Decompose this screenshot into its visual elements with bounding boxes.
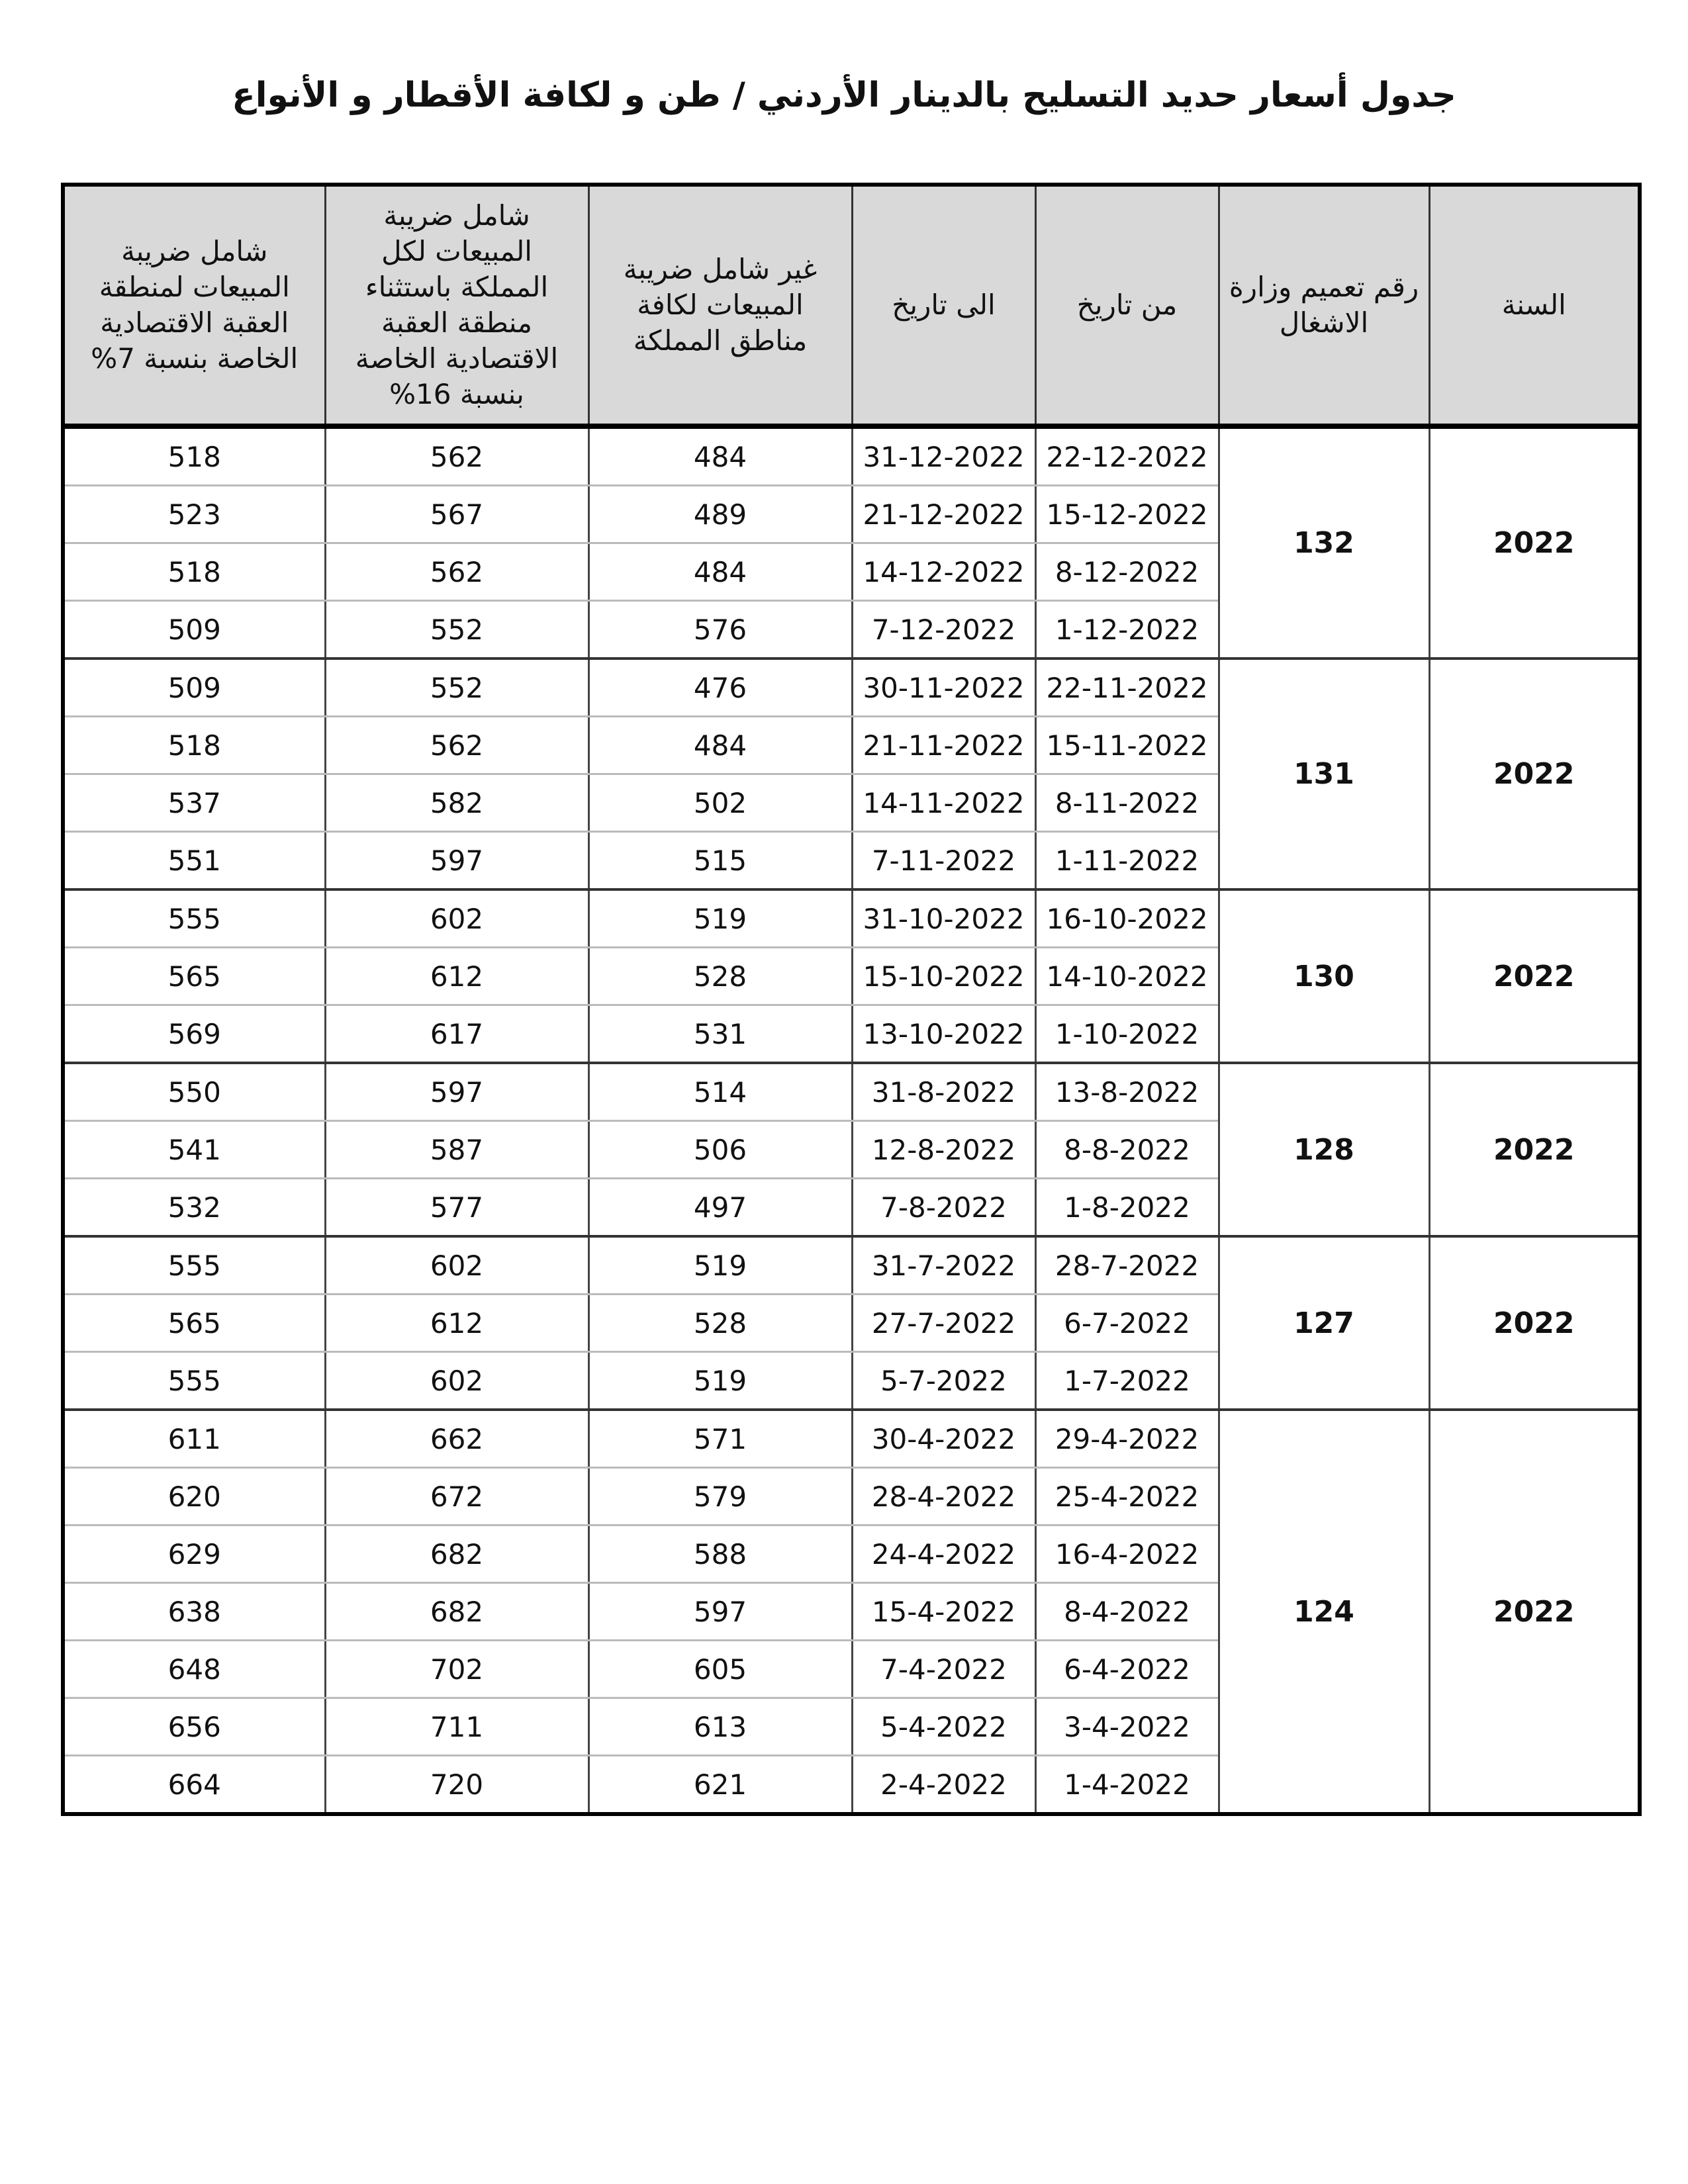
- price-table: [61, 183, 1642, 1816]
- cell-price-incl-16: 702: [325, 1641, 588, 1698]
- page-title: جدول أسعار حديد التسليح بالدينار الأردني / طن و لكافة الأقطار و الأنواع: [232, 75, 1456, 115]
- cell-to-date: 14-11-2022: [852, 774, 1035, 832]
- cell-price-excl-tax: 576: [588, 601, 852, 659]
- cell-price-incl-16: 552: [325, 659, 588, 717]
- cell-to-date: 7-4-2022: [852, 1641, 1035, 1698]
- cell-to-date: 27-7-2022: [852, 1295, 1035, 1352]
- cell-price-incl-7: 629: [63, 1525, 325, 1583]
- cell-price-incl-16: 562: [325, 543, 588, 601]
- cell-from-date: 25-4-2022: [1035, 1468, 1219, 1525]
- cell-price-incl-16: 562: [325, 426, 588, 486]
- cell-price-incl-7: 532: [63, 1179, 325, 1237]
- cell-to-date: 5-4-2022: [852, 1698, 1035, 1756]
- cell-from-date: 29-4-2022: [1035, 1410, 1219, 1468]
- cell-from-date: 6-4-2022: [1035, 1641, 1219, 1698]
- cell-to-date: 7-11-2022: [852, 832, 1035, 890]
- header-price-incl-16: شامل ضريبة المبيعات لكل المملكة باستثناء منطقة العقبة الاقتصادية الخاصة بنسبة 16%: [325, 185, 588, 426]
- cell-circular-number: 130: [1219, 889, 1429, 1063]
- cell-price-incl-16: 597: [325, 1063, 588, 1121]
- cell-price-incl-16: 587: [325, 1121, 588, 1179]
- cell-to-date: 15-10-2022: [852, 948, 1035, 1005]
- cell-price-excl-tax: 597: [588, 1583, 852, 1641]
- cell-price-incl-16: 612: [325, 1295, 588, 1352]
- cell-price-incl-7: 509: [63, 601, 325, 659]
- header-from-date: من تاريخ: [1035, 185, 1219, 426]
- cell-price-excl-tax: 484: [588, 717, 852, 774]
- cell-price-excl-tax: 605: [588, 1641, 852, 1698]
- cell-price-incl-7: 656: [63, 1698, 325, 1756]
- cell-price-incl-16: 562: [325, 717, 588, 774]
- cell-price-incl-7: 664: [63, 1756, 325, 1815]
- cell-to-date: 28-4-2022: [852, 1468, 1035, 1525]
- cell-price-incl-7: 555: [63, 889, 325, 948]
- cell-price-incl-7: 620: [63, 1468, 325, 1525]
- table-row: [63, 659, 1640, 717]
- cell-circular-number: 127: [1219, 1236, 1429, 1410]
- cell-from-date: 1-4-2022: [1035, 1756, 1219, 1815]
- cell-price-incl-16: 672: [325, 1468, 588, 1525]
- cell-from-date: 6-7-2022: [1035, 1295, 1219, 1352]
- cell-price-excl-tax: 579: [588, 1468, 852, 1525]
- cell-price-incl-16: 662: [325, 1410, 588, 1468]
- cell-price-excl-tax: 476: [588, 659, 852, 717]
- cell-from-date: 1-8-2022: [1035, 1179, 1219, 1237]
- cell-circular-number: 128: [1219, 1063, 1429, 1236]
- cell-price-incl-16: 602: [325, 1236, 588, 1295]
- cell-price-incl-7: 565: [63, 948, 325, 1005]
- cell-price-excl-tax: 484: [588, 543, 852, 601]
- cell-year: 2022: [1429, 889, 1640, 1063]
- cell-price-excl-tax: 519: [588, 1352, 852, 1410]
- cell-price-excl-tax: 515: [588, 832, 852, 890]
- cell-from-date: 1-12-2022: [1035, 601, 1219, 659]
- cell-year: 2022: [1429, 1063, 1640, 1236]
- cell-to-date: 31-7-2022: [852, 1236, 1035, 1295]
- table-row: [63, 1236, 1640, 1295]
- cell-to-date: 31-8-2022: [852, 1063, 1035, 1121]
- table-row: [63, 1410, 1640, 1468]
- cell-from-date: 3-4-2022: [1035, 1698, 1219, 1756]
- cell-price-excl-tax: 514: [588, 1063, 852, 1121]
- cell-price-incl-7: 555: [63, 1352, 325, 1410]
- cell-price-incl-16: 567: [325, 486, 588, 543]
- cell-to-date: 5-7-2022: [852, 1352, 1035, 1410]
- cell-from-date: 22-11-2022: [1035, 659, 1219, 717]
- cell-price-incl-16: 617: [325, 1005, 588, 1064]
- cell-price-incl-16: 577: [325, 1179, 588, 1237]
- cell-price-incl-7: 638: [63, 1583, 325, 1641]
- cell-price-excl-tax: 528: [588, 1295, 852, 1352]
- cell-to-date: 2-4-2022: [852, 1756, 1035, 1815]
- header-price-incl-7: شامل ضريبة المبيعات لمنطقة العقبة الاقتصادية الخاصة بنسبة 7%: [63, 185, 325, 426]
- header-circular: رقم تعميم وزارة الاشغال: [1219, 185, 1429, 426]
- cell-from-date: 16-4-2022: [1035, 1525, 1219, 1583]
- cell-price-excl-tax: 497: [588, 1179, 852, 1237]
- cell-price-incl-16: 682: [325, 1525, 588, 1583]
- cell-year: 2022: [1429, 659, 1640, 889]
- cell-to-date: 30-11-2022: [852, 659, 1035, 717]
- cell-price-excl-tax: 489: [588, 486, 852, 543]
- cell-from-date: 1-7-2022: [1035, 1352, 1219, 1410]
- cell-price-incl-7: 518: [63, 426, 325, 486]
- cell-price-incl-16: 552: [325, 601, 588, 659]
- cell-price-incl-7: 569: [63, 1005, 325, 1064]
- cell-price-excl-tax: 588: [588, 1525, 852, 1583]
- cell-price-incl-16: 711: [325, 1698, 588, 1756]
- table-body: [63, 426, 1640, 1814]
- cell-price-excl-tax: 571: [588, 1410, 852, 1468]
- cell-price-incl-7: 565: [63, 1295, 325, 1352]
- cell-to-date: 7-12-2022: [852, 601, 1035, 659]
- cell-year: 2022: [1429, 1410, 1640, 1814]
- cell-from-date: 1-11-2022: [1035, 832, 1219, 890]
- cell-price-incl-16: 682: [325, 1583, 588, 1641]
- cell-price-incl-7: 611: [63, 1410, 325, 1468]
- cell-from-date: 16-10-2022: [1035, 889, 1219, 948]
- cell-price-excl-tax: 506: [588, 1121, 852, 1179]
- cell-year: 2022: [1429, 1236, 1640, 1410]
- cell-price-incl-7: 509: [63, 659, 325, 717]
- header-year: السنة: [1429, 185, 1640, 426]
- cell-from-date: 15-11-2022: [1035, 717, 1219, 774]
- cell-price-incl-16: 720: [325, 1756, 588, 1815]
- cell-from-date: 22-12-2022: [1035, 426, 1219, 486]
- cell-price-incl-16: 612: [325, 948, 588, 1005]
- header-row: [63, 185, 1640, 426]
- table-row: [63, 1063, 1640, 1121]
- cell-from-date: 8-11-2022: [1035, 774, 1219, 832]
- cell-from-date: 8-8-2022: [1035, 1121, 1219, 1179]
- cell-from-date: 8-4-2022: [1035, 1583, 1219, 1641]
- cell-price-incl-7: 518: [63, 717, 325, 774]
- cell-circular-number: 132: [1219, 426, 1429, 659]
- cell-price-incl-16: 602: [325, 889, 588, 948]
- cell-price-excl-tax: 502: [588, 774, 852, 832]
- header-price-excl-tax: غير شامل ضريبة المبيعات لكافة مناطق المملكة: [588, 185, 852, 426]
- cell-price-incl-16: 597: [325, 832, 588, 890]
- cell-from-date: 15-12-2022: [1035, 486, 1219, 543]
- cell-price-excl-tax: 528: [588, 948, 852, 1005]
- cell-price-incl-7: 541: [63, 1121, 325, 1179]
- cell-from-date: 8-12-2022: [1035, 543, 1219, 601]
- cell-year: 2022: [1429, 426, 1640, 659]
- cell-from-date: 13-8-2022: [1035, 1063, 1219, 1121]
- cell-circular-number: 124: [1219, 1410, 1429, 1814]
- cell-price-incl-7: 648: [63, 1641, 325, 1698]
- cell-circular-number: 131: [1219, 659, 1429, 889]
- table-row: [63, 426, 1640, 486]
- cell-price-excl-tax: 519: [588, 1236, 852, 1295]
- cell-price-excl-tax: 613: [588, 1698, 852, 1756]
- table-row: [63, 889, 1640, 948]
- cell-to-date: 21-11-2022: [852, 717, 1035, 774]
- cell-price-excl-tax: 621: [588, 1756, 852, 1815]
- cell-from-date: 14-10-2022: [1035, 948, 1219, 1005]
- cell-to-date: 14-12-2022: [852, 543, 1035, 601]
- cell-to-date: 31-12-2022: [852, 426, 1035, 486]
- cell-to-date: 30-4-2022: [852, 1410, 1035, 1468]
- cell-price-incl-7: 551: [63, 832, 325, 890]
- cell-price-incl-7: 550: [63, 1063, 325, 1121]
- cell-price-incl-16: 602: [325, 1352, 588, 1410]
- cell-to-date: 13-10-2022: [852, 1005, 1035, 1064]
- cell-to-date: 21-12-2022: [852, 486, 1035, 543]
- cell-price-excl-tax: 531: [588, 1005, 852, 1064]
- cell-price-excl-tax: 484: [588, 426, 852, 486]
- cell-price-incl-7: 523: [63, 486, 325, 543]
- cell-to-date: 15-4-2022: [852, 1583, 1035, 1641]
- cell-price-excl-tax: 519: [588, 889, 852, 948]
- cell-to-date: 7-8-2022: [852, 1179, 1035, 1237]
- cell-from-date: 1-10-2022: [1035, 1005, 1219, 1064]
- cell-price-incl-7: 518: [63, 543, 325, 601]
- cell-from-date: 28-7-2022: [1035, 1236, 1219, 1295]
- cell-price-incl-7: 537: [63, 774, 325, 832]
- cell-price-incl-7: 555: [63, 1236, 325, 1295]
- cell-to-date: 12-8-2022: [852, 1121, 1035, 1179]
- cell-price-incl-16: 582: [325, 774, 588, 832]
- price-table-container: [61, 183, 1638, 1816]
- cell-to-date: 24-4-2022: [852, 1525, 1035, 1583]
- cell-to-date: 31-10-2022: [852, 889, 1035, 948]
- header-to-date: الى تاريخ: [852, 185, 1035, 426]
